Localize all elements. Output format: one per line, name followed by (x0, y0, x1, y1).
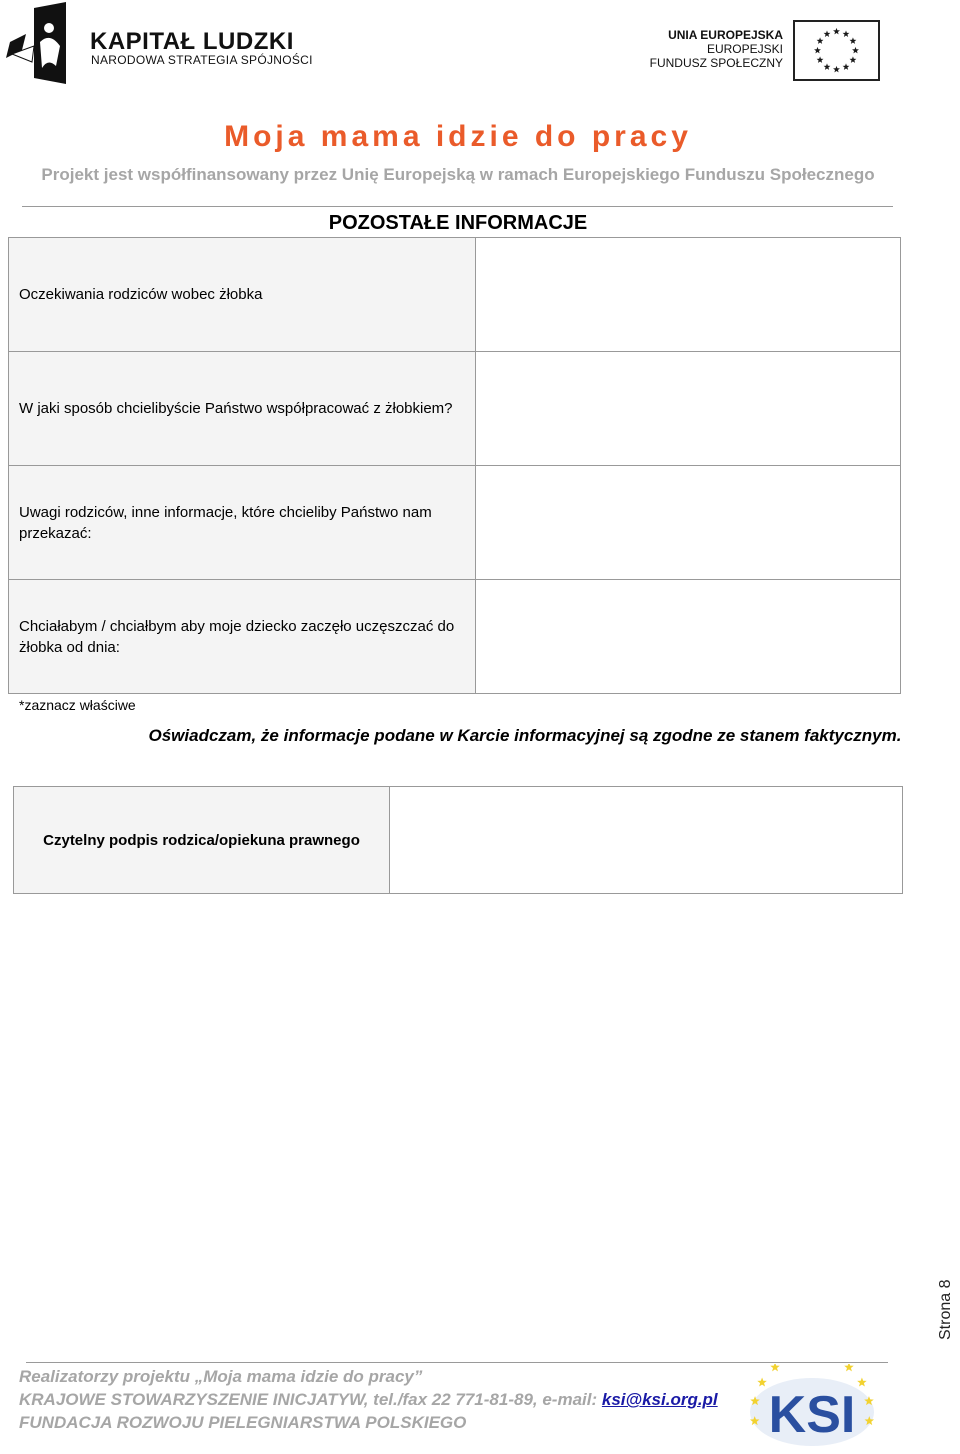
row-label: Oczekiwania rodziców wobec żłobka (9, 238, 476, 352)
footer-organizers: Realizatorzy projektu „Moja mama idzie do pracy” (19, 1367, 423, 1386)
row-answer-field[interactable] (476, 466, 901, 580)
signature-table (13, 786, 903, 894)
star-icon (824, 63, 831, 70)
star-icon (833, 66, 840, 73)
row-label: Chciałabym / chciałbym aby moje dziecko zaczęło uczęszczać do żłobka od dnia: (9, 580, 476, 694)
header-divider (22, 206, 893, 207)
footer-contact (19, 1390, 718, 1410)
page-number: Strona 8 (937, 1279, 954, 1340)
signature-label: Czytelny podpis rodzica/opiekuna prawnego (14, 787, 390, 894)
document-title: Moja mama idzie do pracy (224, 120, 692, 153)
star-icon (817, 56, 824, 63)
eu-line-1: UNIA EUROPEJSKA (668, 28, 783, 42)
footer-contact-text: KRAJOWE STOWARZYSZENIE INICJATYW, tel./fax 22 771-81-89, e-mail: (19, 1390, 602, 1409)
star-icon (824, 30, 831, 37)
signature-field[interactable] (390, 787, 903, 894)
document-subtitle: Projekt jest współfinansowany przez Unię Europejską w ramach Europejskiego Funduszu Społecznego (41, 165, 875, 184)
star-icon (850, 56, 857, 63)
form-row-start-date (9, 580, 901, 694)
row-label: W jaki sposób chcielibyście Państwo współpracować z żłobkiem? (9, 352, 476, 466)
star-icon (852, 47, 859, 54)
star-icon (817, 37, 824, 44)
kapital-ludzki-title: KAPITAŁ LUDZKI (90, 28, 294, 55)
star-icon (833, 28, 840, 35)
form-row-remarks (9, 466, 901, 580)
row-answer-field[interactable] (476, 352, 901, 466)
signature-row (14, 787, 903, 894)
footer-divider (26, 1362, 888, 1363)
form-row-cooperation (9, 352, 901, 466)
kapital-ludzki-subtitle: NARODOWA STRATEGIA SPÓJNOŚCI (91, 53, 313, 67)
row-label: Uwagi rodziców, inne informacje, które chcieliby Państwo nam przekazać: (9, 466, 476, 580)
star-icon (843, 30, 850, 37)
row-answer-field[interactable] (476, 238, 901, 352)
star-icon (843, 63, 850, 70)
eu-logo-text (640, 28, 783, 70)
footnote: *zaznacz właściwe (19, 697, 136, 713)
kapital-ludzki-emblem (4, 2, 74, 86)
form-row-expectations (9, 238, 901, 352)
star-icon (770, 1364, 780, 1371)
footer-foundation: FUNDACJA ROZWOJU PIELEGNIARSTWA POLSKIEGO (19, 1413, 467, 1432)
eu-line-2: EUROPEJSKI (706, 42, 783, 56)
ksi-logo-text: KSI (768, 1386, 856, 1444)
row-answer-field[interactable] (476, 580, 901, 694)
eu-flag-icon (793, 20, 880, 81)
star-icon (814, 47, 821, 54)
footer-email-link[interactable]: ksi@ksi.org.pl (601, 1390, 718, 1409)
eu-line-3: FUNDUSZ SPOŁECZNY (649, 56, 783, 70)
declaration-statement: Oświadczam, że informacje podane w Karcie informacyjnej są zgodne ze stanem faktycznym. (148, 726, 902, 745)
star-icon (850, 37, 857, 44)
star-icon (757, 1377, 767, 1386)
star-icon (844, 1364, 854, 1371)
ksi-logo (742, 1364, 882, 1449)
section-title: POZOSTAŁE INFORMACJE (328, 212, 588, 234)
star-icon (857, 1377, 867, 1386)
information-form-table (8, 237, 901, 694)
